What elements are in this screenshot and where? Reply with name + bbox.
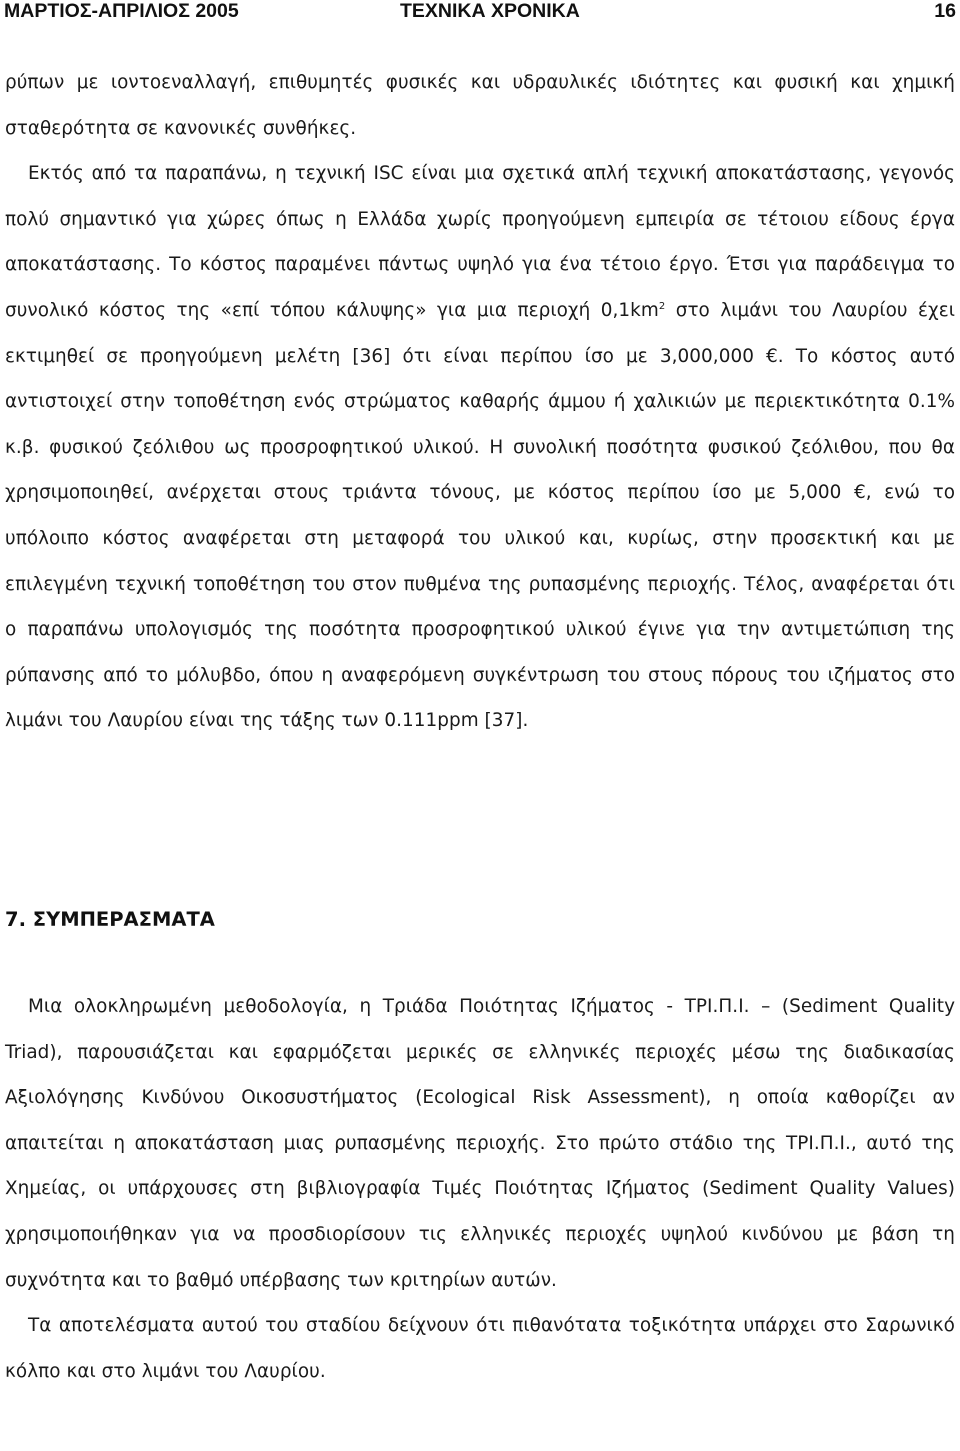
paragraph-isc-cost-part2: στο λιμάνι του Λαυρίου έχει εκτιμηθεί σε προηγούμενη μελέτη [36] ότι είναι περίπου ίσο με 3,000,000 €. Το κόστος αυτό αντιστοιχεί στην τοποθέτηση ενός στρώματος καθαρής άμμου ή χαλικιών με περιεκτικότητα 0.1% κ.β. φυσικού ζεόλιθου ως προσροφητικού υλικού. Η συνολική ποσότητα φυσικού ζεόλιθου, που θα χρησιμοποιηθεί, ανέρχεται στους τριάντα τόνους, με κόστος περίπου ίσο με 5,000 €, ενώ το υπόλοιπο κόστος αναφέρεται στη μεταφορά του υλικού και, κυρίως, στην προσεκτική και με επιλεγμένη τεχνική τοποθέτηση του στον πυθμένα της ρυπασμένης περιοχής. Τέλος, αναφέρεται ότι ο παραπάνω υπολογισμός της ποσότητα προσροφητικού υλικού έγινε για την αντιμετώπιση της ρύπανσης από το μόλυβδο, όπου η αναφερόμενη συγκέντρωση του στους πόρους του ιζήματος στο λιμάνι του Λαυρίου είναι της τάξης των 0.111ppm [37].: [5, 299, 955, 732]
section-conclusions-text: [5, 984, 955, 1394]
page-header: [4, 0, 956, 26]
header-date: ΜΑΡΤΙΟΣ-ΑΠΡΙΛΙΟΣ 2005: [4, 0, 239, 22]
superscript-exponent: 2: [658, 300, 666, 312]
paragraph-results: Τα αποτελέσματα αυτού του σταδίου δείχνουν ότι πιθανότατα τοξικότητα υπάρχει στο Σαρωνικό κόλπο και στο λιμάνι του Λαυρίου.: [5, 1315, 955, 1382]
paragraph-isc-cost: [5, 151, 955, 744]
section-heading-conclusions: 7. ΣΥΜΠΕΡΑΣΜΑΤΑ: [5, 908, 215, 931]
page-number: 16: [934, 0, 956, 22]
section-continued-text: [5, 60, 955, 744]
paragraph-continued: ρύπων με ιοντοεναλλαγή, επιθυμητές φυσικές και υδραυλικές ιδιότητες και φυσική και χημική σταθερότητα σε κανονικές συνθήκες.: [5, 72, 955, 139]
paragraph-isc-cost-part1: Εκτός από τα παραπάνω, η τεχνική ISC είναι μια σχετικά απλή τεχνική αποκατάστασης, γεγονός πολύ σημαντικό για χώρες όπως η Ελλάδα χωρίς προηγούμενη εμπειρία σε τέτοιου είδους έργα αποκατάστασης. Το κόστος παραμένει πάντως υψηλό για ένα τέτοιο έργο. Έτσι για παράδειγμα το συνολικό κόστος της «επί τόπου κάλυψης» για μια περιοχή 0,1km: [5, 163, 955, 321]
header-journal-title: ΤΕΧΝΙΚΑ ΧΡΟΝΙΚΑ: [400, 0, 580, 22]
paragraph-methodology: Μια ολοκληρωμένη μεθοδολογία, η Τριάδα Ποιότητας Ιζήματος - ΤΡΙ.Π.Ι. – (Sediment Quality Triad), παρουσιάζεται και εφαρμόζεται μερικές σε ελληνικές περιοχές μέσω της διαδικασίας Αξιολόγησης Κινδύνου Οικοσυστήματος (Ecological Risk Assessment), η οποία καθορίζει αν απαιτείται η αποκατάσταση μιας ρυπασμένης περιοχής. Στο πρώτο στάδιο της ΤΡΙ.Π.Ι., αυτό της Χημείας, οι υπάρχουσες στη βιβλιογραφία Τιμές Ποιότητας Ιζήματος (Sediment Quality Values) χρησιμοποιήθηκαν για να προσδιορίσουν τις ελληνικές περιοχές υψηλού κινδύνου με βάση τη συχνότητα και το βαθμό υπέρβασης των κριτηρίων αυτών.: [5, 996, 955, 1291]
